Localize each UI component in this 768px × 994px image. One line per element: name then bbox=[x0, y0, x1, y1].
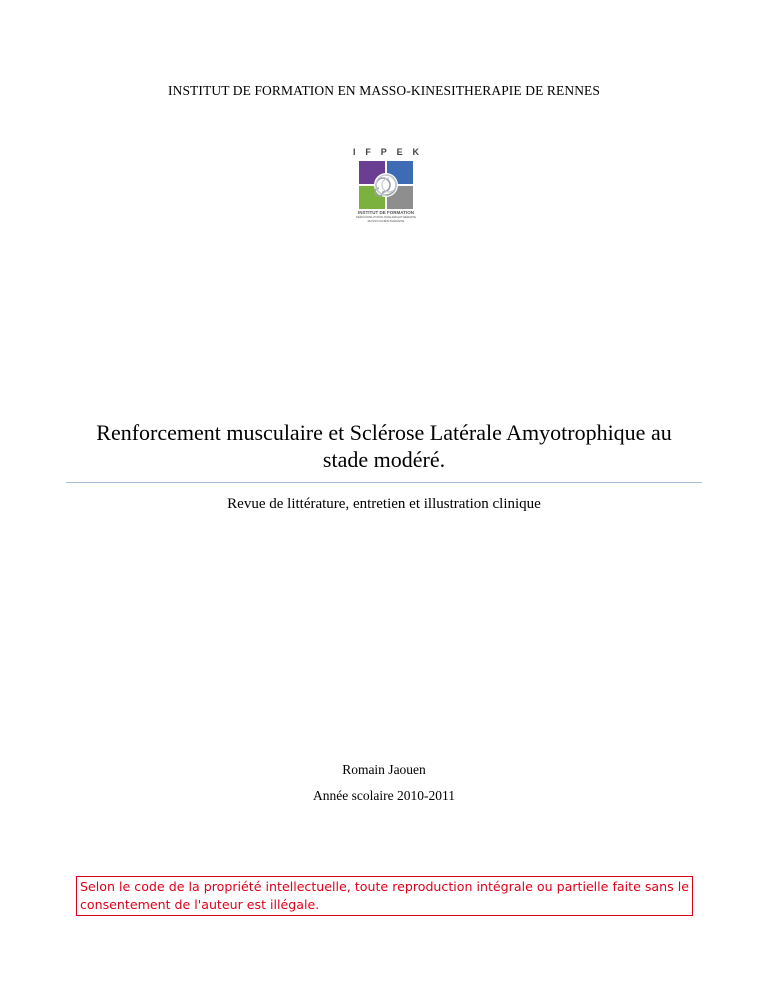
logo-caption-line: INSTITUT DE FORMATION bbox=[358, 210, 414, 215]
logo-emblem-icon bbox=[359, 161, 413, 209]
title-line: stade modéré. bbox=[322, 447, 446, 472]
logo-letter: I bbox=[353, 147, 356, 157]
title-divider bbox=[66, 482, 702, 483]
logo-letters bbox=[353, 147, 419, 157]
copyright-notice: Selon le code de la propriété intellectuelle, toute reproduction intégrale ou partielle faite sans le consentement de l'auteur est illégale. bbox=[76, 876, 693, 916]
logo-letter: F bbox=[365, 147, 371, 157]
document-title bbox=[66, 419, 702, 473]
author-name: Romain Jaouen bbox=[342, 762, 426, 777]
logo-letter: E bbox=[396, 147, 403, 157]
logo-caption bbox=[353, 210, 419, 223]
logo-letter: K bbox=[412, 147, 419, 157]
title-line: Renforcement musculaire et Sclérose Latérale Amyotrophique au bbox=[96, 420, 672, 445]
logo-letter: P bbox=[380, 147, 387, 157]
academic-year: Année scolaire 2010-2011 bbox=[313, 788, 455, 803]
ifpek-logo bbox=[353, 147, 419, 223]
document-subtitle: Revue de littérature, entretien et illustration clinique bbox=[227, 496, 541, 512]
logo-caption-line: PÉDICURIE-PODOLOGIE ERGOTHÉRAPIE MASSO-KINÉSITHÉRAPIE bbox=[355, 215, 416, 223]
institute-name: INSTITUT DE FORMATION EN MASSO-KINESITHERAPIE DE RENNES bbox=[168, 83, 600, 98]
